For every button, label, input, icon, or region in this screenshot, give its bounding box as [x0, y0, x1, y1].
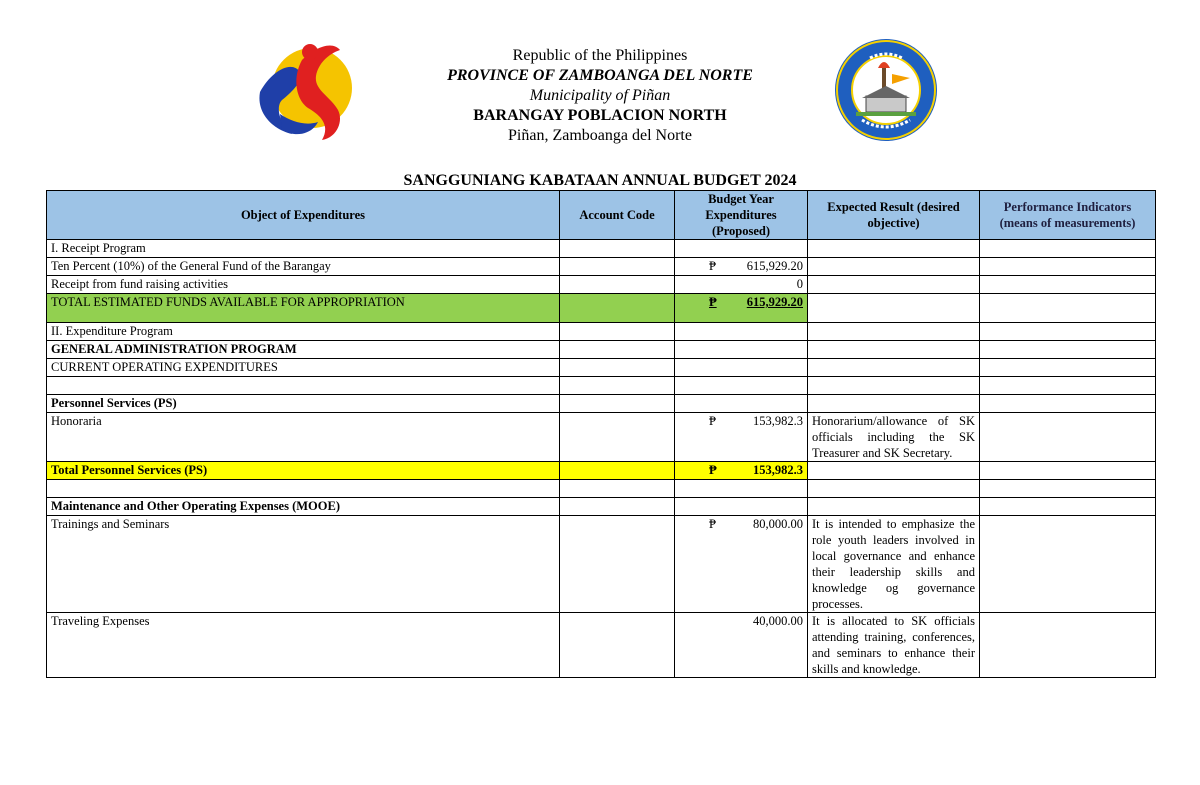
row-label: I. Receipt Program	[47, 240, 560, 258]
amount-cell	[675, 516, 808, 613]
page-title: SANGGUNIANG KABATAAN ANNUAL BUDGET 2024	[403, 172, 797, 189]
table-row	[47, 480, 1156, 498]
table-row	[47, 516, 1156, 613]
row-label: Trainings and Seminars	[47, 516, 560, 613]
amount-value: 615,929.20	[746, 295, 803, 309]
amount-cell	[675, 462, 808, 480]
table-row	[47, 276, 1156, 294]
total-funds-row	[47, 294, 1156, 323]
table-row	[47, 323, 1156, 341]
peso-sign: ₱	[709, 463, 717, 477]
col-account-header: Account Code	[560, 191, 675, 240]
table-row	[47, 359, 1156, 377]
total-ps-row	[47, 462, 1156, 480]
amount-value: 0	[675, 276, 808, 294]
peso-sign: ₱	[709, 295, 717, 309]
amount-value: 153,982.3	[753, 463, 803, 477]
row-label: Ten Percent (10%) of the General Fund of the Barangay	[47, 258, 560, 276]
republic-line: Republic of the Philippines	[512, 47, 688, 64]
row-label: Personnel Services (PS)	[47, 395, 560, 413]
expected-result: Honorarium/allowance of SK officials including the SK Treasurer and SK Secretary.	[808, 413, 980, 462]
row-label: CURRENT OPERATING EXPENDITURES	[47, 359, 560, 377]
row-label: Maintenance and Other Operating Expenses (MOOE)	[47, 498, 560, 516]
table-row	[47, 341, 1156, 359]
table-header-row	[47, 191, 1156, 240]
row-label: Traveling Expenses	[47, 613, 560, 678]
municipality-line: Municipality of Piñan	[529, 87, 671, 104]
amount-cell	[675, 413, 808, 462]
amount-value: 615,929.20	[746, 259, 803, 273]
amount-value: 40,000.00	[675, 613, 808, 678]
expected-result: It is intended to emphasize the role youth leaders involved in local governance and enhance their leadership skills and knowledge og governance processes.	[808, 516, 980, 613]
amount-value: 80,000.00	[753, 517, 803, 531]
table-row	[47, 498, 1156, 516]
row-label: Honoraria	[47, 413, 560, 462]
peso-sign: ₱	[709, 259, 716, 273]
row-label: II. Expenditure Program	[47, 323, 560, 341]
expected-result: It is allocated to SK officials attending training, conferences, and seminars to enhance their skills and knowledge.	[808, 613, 980, 678]
col-budget-header: Budget Year Expenditures (Proposed)	[675, 191, 808, 240]
table-row	[47, 613, 1156, 678]
col-performance-header: Performance Indicators (means of measurements)	[980, 191, 1156, 240]
peso-sign: ₱	[709, 517, 716, 531]
table-row	[47, 258, 1156, 276]
table-row	[47, 395, 1156, 413]
peso-sign: ₱	[709, 414, 716, 428]
row-label: GENERAL ADMINISTRATION PROGRAM	[47, 341, 560, 359]
table-row	[47, 240, 1156, 258]
address-line: Piñan, Zamboanga del Norte	[508, 127, 692, 144]
table-row	[47, 377, 1156, 395]
table-row	[47, 413, 1156, 462]
row-label: TOTAL ESTIMATED FUNDS AVAILABLE FOR APPROPRIATION	[47, 294, 560, 323]
amount-cell	[675, 294, 808, 323]
col-expected-header: Expected Result (desired objective)	[808, 191, 980, 240]
amount-value: 153,982.3	[753, 414, 803, 428]
barangay-line: BARANGAY POBLACION NORTH	[473, 107, 727, 124]
province-line: PROVINCE OF ZAMBOANGA DEL NORTE	[447, 67, 753, 84]
document-header	[0, 46, 1200, 146]
budget-table	[46, 190, 1156, 678]
col-object-header: Object of Expenditures	[47, 191, 560, 240]
amount-cell	[675, 258, 808, 276]
row-label: Receipt from fund raising activities	[47, 276, 560, 294]
row-label: Total Personnel Services (PS)	[47, 462, 560, 480]
